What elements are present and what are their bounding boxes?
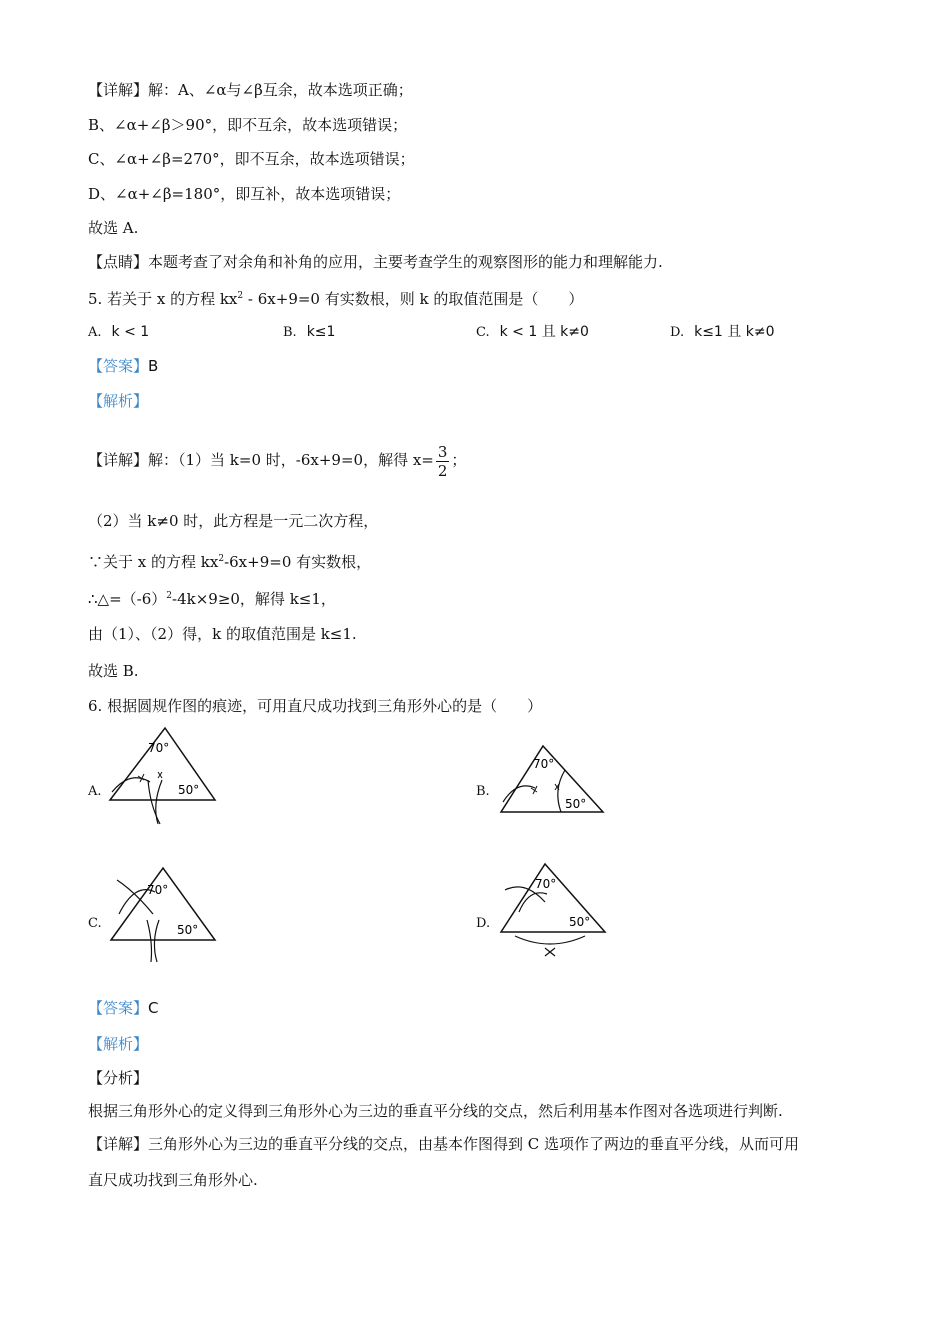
q6-answer-value: C bbox=[148, 999, 159, 1017]
q6-figure-c[interactable] bbox=[105, 862, 225, 967]
q5-answer-tag: 【答案】 bbox=[88, 357, 149, 375]
q5-stem-a: 5. 若关于 x 的方程 kx bbox=[88, 290, 238, 308]
angle-top-label: 70° bbox=[147, 883, 169, 897]
q4-detail-line: 【详解】解：A、∠α与∠β互余，故本选项正确； bbox=[88, 81, 413, 99]
q5-option-d-label: D. bbox=[670, 325, 685, 340]
q5-step-4-b: -4k×9≥0，解得 k≤1， bbox=[172, 590, 336, 608]
triangle-shape bbox=[501, 746, 603, 812]
angle-top-label: 70° bbox=[148, 741, 170, 755]
compass-arc bbox=[154, 920, 159, 962]
q5-step-4-a: ∴△=（-6） bbox=[88, 590, 167, 608]
q5-option-a-label: A. bbox=[88, 325, 102, 340]
q6-figure-a[interactable] bbox=[100, 720, 230, 830]
q5-stem bbox=[88, 286, 583, 309]
q5-step-3 bbox=[88, 549, 371, 572]
q5-detail bbox=[88, 442, 466, 480]
angle-top-label: 70° bbox=[535, 877, 557, 891]
q5-option-a-value: k < 1 bbox=[111, 324, 150, 340]
q5-step-4-sup: 2 bbox=[166, 591, 172, 601]
q6-figure-c-label: C. bbox=[88, 916, 102, 931]
q6-figure-b-label: B. bbox=[476, 784, 490, 799]
q5-answer bbox=[88, 356, 158, 376]
q5-option-c-label: C. bbox=[476, 325, 490, 340]
q5-option-a[interactable] bbox=[88, 321, 149, 343]
q5-answer-value: B bbox=[148, 357, 159, 375]
triangle-shape bbox=[111, 868, 215, 940]
q6-figure-a-label: A. bbox=[88, 784, 102, 799]
q5-option-b-value: k≤1 bbox=[306, 324, 336, 340]
q5-detail-a: 【详解】解：（1）当 k=0 时，-6x+9=0，解得 x= bbox=[88, 451, 434, 469]
q6-fenxi-tag: 【分析】 bbox=[88, 1069, 149, 1087]
q5-option-b-label: B. bbox=[283, 325, 297, 340]
q5-step-4 bbox=[88, 586, 336, 609]
compass-arc bbox=[503, 786, 535, 802]
cross-mark bbox=[545, 948, 555, 956]
q5-stem-b: - 6x+9=0 有实数根，则 k 的取值范围是（ ） bbox=[243, 290, 584, 308]
q5-step-5: 由（1）、（2）得，k 的取值范围是 k≤1. bbox=[88, 625, 357, 643]
compass-arc bbox=[519, 893, 547, 912]
compass-arc bbox=[558, 770, 565, 812]
cross-mark bbox=[158, 772, 162, 778]
q5-step-3-sup: 2 bbox=[218, 554, 225, 564]
q6-analysis-tag: 【解析】 bbox=[88, 1035, 149, 1053]
q6-detail-line-1: 【详解】三角形外心为三边的垂直平分线的交点，由基本作图得到 C 选项作了两边的垂直平分线，从而可用 bbox=[88, 1135, 800, 1153]
q4-option-b-line: B、∠α+∠β＞90°，即不互余，故本选项错误； bbox=[88, 116, 408, 134]
fraction-numerator: 3 bbox=[437, 442, 448, 461]
q4-choose-line: 故选 A. bbox=[88, 219, 139, 237]
q5-option-d-value: k≤1 且 k≠0 bbox=[694, 324, 775, 340]
compass-arc bbox=[515, 936, 585, 944]
q5-stem-sup: 2 bbox=[237, 291, 244, 301]
angle-right-label: 50° bbox=[565, 797, 587, 811]
q5-option-c[interactable] bbox=[476, 321, 589, 343]
q5-analysis-tag: 【解析】 bbox=[88, 392, 149, 410]
fraction-three-halves bbox=[436, 443, 450, 480]
compass-arc bbox=[147, 920, 152, 962]
angle-right-label: 50° bbox=[177, 923, 199, 937]
q6-answer-tag: 【答案】 bbox=[88, 999, 149, 1017]
q5-step-3-b: -6x+9=0 有实数根， bbox=[224, 553, 372, 571]
q4-comment-line: 【点睛】本题考查了对余角和补角的应用，主要考查学生的观察图形的能力和理解能力. bbox=[88, 253, 663, 271]
q4-option-c-line: C、∠α+∠β=270°，即不互余，故本选项错误； bbox=[88, 150, 415, 168]
q6-figure-b[interactable] bbox=[495, 740, 615, 825]
q6-figure-d[interactable] bbox=[495, 860, 615, 965]
compass-arc bbox=[148, 780, 160, 824]
fraction-denominator: 2 bbox=[437, 461, 448, 480]
compass-arc bbox=[156, 780, 162, 824]
q5-option-c-value: k < 1 且 k≠0 bbox=[499, 324, 589, 340]
q6-answer bbox=[88, 998, 159, 1018]
q5-option-b[interactable] bbox=[283, 321, 335, 343]
q5-detail-b: ； bbox=[451, 451, 467, 469]
q5-option-d[interactable] bbox=[670, 321, 774, 343]
q5-step-6: 故选 B. bbox=[88, 662, 139, 680]
angle-top-label: 70° bbox=[533, 757, 555, 771]
q6-figure-d-label: D. bbox=[476, 916, 491, 931]
q4-option-d-line: D、∠α+∠β=180°，即互补，故本选项错误； bbox=[88, 185, 401, 203]
q5-step-2: （2）当 k≠0 时，此方程是一元二次方程， bbox=[88, 512, 379, 530]
angle-right-label: 50° bbox=[178, 783, 200, 797]
q6-detail-line-2: 直尺成功找到三角形外心. bbox=[88, 1171, 258, 1189]
angle-right-label: 50° bbox=[569, 915, 591, 929]
q5-step-3-a: ∵关于 x 的方程 kx bbox=[88, 553, 219, 571]
q6-fenxi-text: 根据三角形外心的定义得到三角形外心为三边的垂直平分线的交点，然后利用基本作图对各选项进行判断. bbox=[88, 1102, 783, 1120]
q6-stem: 6. 根据圆规作图的痕迹，可用直尺成功找到三角形外心的是（ ） bbox=[88, 697, 543, 715]
